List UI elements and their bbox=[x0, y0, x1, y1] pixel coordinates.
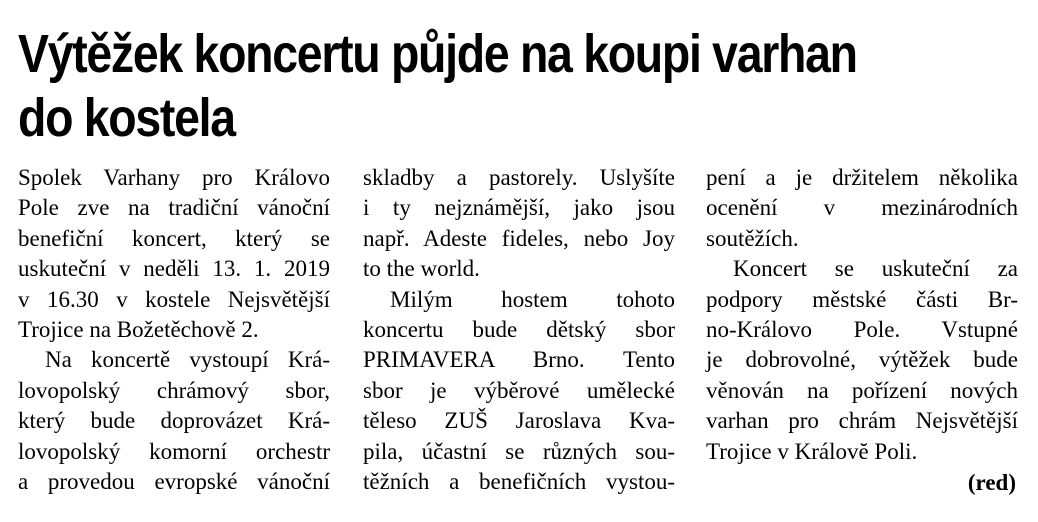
text-line: a provedou evropské vánoční bbox=[18, 468, 330, 494]
text-line: PRIMAVERA Brno. Tento bbox=[363, 347, 675, 373]
headline-line-2: do kostela bbox=[18, 88, 235, 148]
text-line: těleso ZUŠ Jaroslava Kva- bbox=[363, 408, 675, 434]
article-column-3 bbox=[706, 163, 1018, 467]
text-line: Spolek Varhany pro Královo bbox=[18, 165, 330, 190]
text-line: je dobrovolné, výtěžek bude bbox=[706, 347, 1018, 373]
article-column-1 bbox=[18, 163, 330, 497]
text-line: věnován na pořízení nových bbox=[706, 377, 1018, 403]
text-line: v 16.30 v kostele Nejsvětější bbox=[18, 286, 330, 312]
text-line: Trojice v Královĕ Poli. bbox=[706, 438, 918, 464]
text-line: lovopolský komorní orchestr bbox=[18, 438, 330, 464]
text-line: koncertu bude dětský sbor bbox=[363, 316, 675, 342]
text-line: sbor je výběrové umělecké bbox=[363, 377, 675, 403]
text-line: pila, účastní se různých sou- bbox=[363, 438, 675, 464]
text-line: varhan pro chrám Nejsvětější bbox=[706, 408, 1018, 434]
text-line: který bude doprovázet Krá- bbox=[18, 408, 330, 434]
text-line: pení a je držitelem několika bbox=[706, 165, 1018, 190]
text-line: skladby a pastorely. Uslyšíte bbox=[363, 165, 675, 190]
text-line: lovopolský chrámový sbor, bbox=[18, 377, 330, 403]
text-line: i ty nejznámější, jako jsou bbox=[363, 195, 675, 221]
author-signature: (red) bbox=[967, 470, 1016, 495]
text-line: Na koncertě vystoupí Krá- bbox=[45, 347, 330, 373]
text-line: soutěžích. bbox=[706, 225, 799, 251]
text-line: těžních a benefičních vystou- bbox=[363, 468, 675, 494]
article-headline bbox=[18, 22, 878, 150]
article-column-2 bbox=[363, 163, 675, 497]
text-line: to the world. bbox=[363, 256, 480, 282]
text-line: podpory městské části Br- bbox=[706, 286, 1018, 312]
text-line: ocenění v mezinárodních bbox=[706, 195, 1018, 221]
text-line: Pole zve na tradiční vánoční bbox=[18, 195, 330, 221]
text-line: uskuteční v neděli 13. 1. 2019 bbox=[18, 256, 330, 282]
text-line: Milým hostem tohoto bbox=[390, 286, 675, 312]
text-line: např. Adeste fideles, nebo Joy bbox=[363, 225, 675, 251]
text-line: no-Královo Pole. Vstupné bbox=[706, 316, 1018, 342]
text-line: Trojice na Božetěchově 2. bbox=[18, 316, 259, 342]
headline-line-1: Výtěžek koncertu půjde na koupi varhan bbox=[18, 24, 857, 84]
text-line: Koncert se uskuteční za bbox=[733, 256, 1018, 282]
text-line: benefiční koncert, který se bbox=[18, 225, 330, 251]
